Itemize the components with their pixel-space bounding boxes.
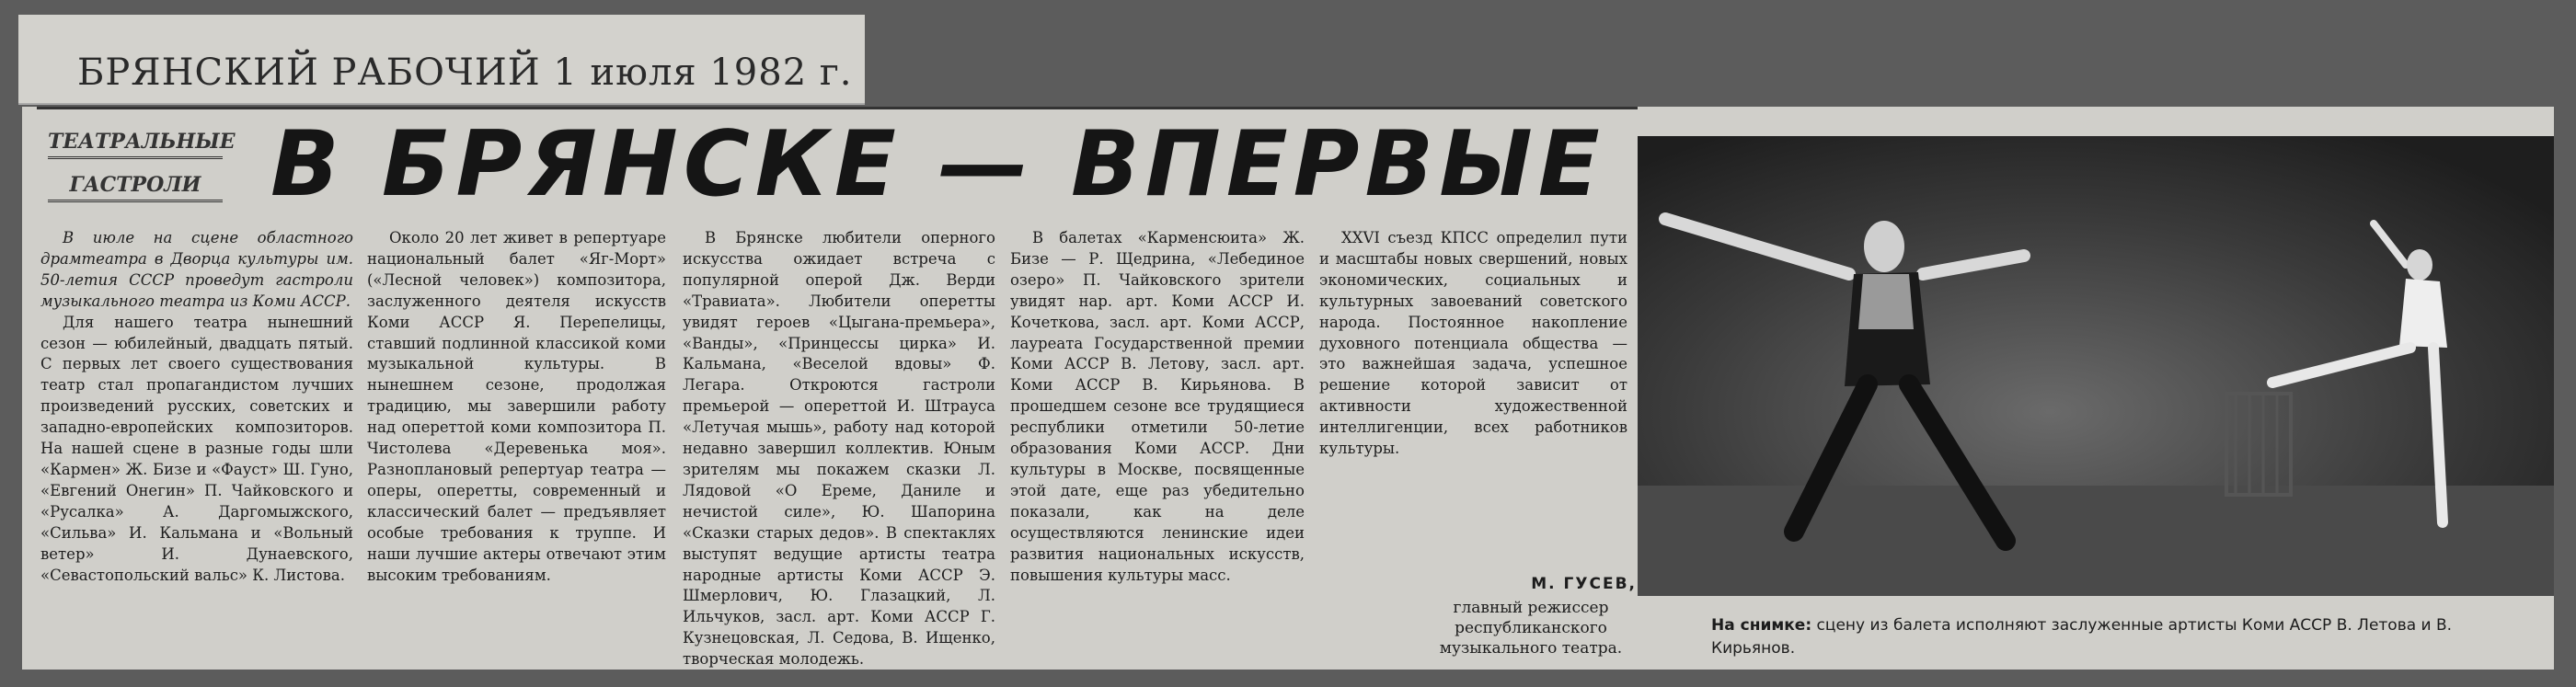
newspaper-clipping bbox=[22, 107, 2554, 670]
author-role-3: музыкального театра. bbox=[1439, 639, 1623, 658]
headline: В БРЯНСКЕ — ВПЕРВЫЕ bbox=[270, 112, 1605, 217]
article-paragraph: Около 20 лет живет в репертуаре национальный балет «Яг-Морт» («Лесной человек») композитора, заслуженного деятеля искусств Коми АССР Я. Перепелицы, ставший подлинной классикой коми музыкальной культуры. В нынешнем сезоне, продолжая традицию, мы завершили работу над опереттой коми композитора П. Чистолева «Деревенька моя». Разноплановый репертуар театра — оперы, оперетты, современный и классический балет — предъявляет особые требования к труппе. И наши лучшие актеры отвечают этим высоким требованиям. bbox=[367, 229, 666, 584]
ballet-photo-image bbox=[1638, 136, 2554, 596]
article-paragraph: В балетах «Карменсюита» Ж. Бизе — Р. Щедрина, «Лебединое озеро» П. Чайковского зрители увидят нар. арт. Коми АССР И. Кочеткова, засл. арт. Коми АССР, лауреата Государственной премии Коми АССР В. Летову, засл. арт. Коми АССР В. Кирьянова. В прошедшем сезоне все трудящиеся республики отметили 50-летие образования Коми АССР. Дни культуры в Москве, посвященные этой дате, еще раз убедительно показали, как на деле осуществляются ленинские идеи развития национальных искусств, повышения культуры масс. bbox=[1010, 229, 1305, 584]
article-paragraph: Для нашего театра нынешний сезон — юбилейный, двадцать пятый. С первых лет своего существования театр стал пропагандистом лучших произведений русских, советских и западно-европейских композиторов. На нашей сцене в разные годы шли «Кармен» Ж. Бизе и «Фауст» Ш. Гуно, «Евгений Онегин» П. Чайковского и «Русалка» А. Даргомыжского, «Сильва» И. Кальмана и «Вольный ветер» И. Дунаевского, «Севастопольский вальс» К. Листова. bbox=[40, 313, 353, 584]
article-column-3 bbox=[683, 228, 995, 669]
author-name: М. ГУСЕВ, bbox=[1531, 575, 1637, 593]
masthead: БРЯНСКИЙ РАБОЧИЙ 1 июля 1982 г. bbox=[77, 52, 853, 94]
author-role-2: республиканского bbox=[1455, 619, 1607, 637]
article-paragraph: XXVI съезд КПСС определил пути и масштабы новых свершений, новых экономических, социальных и культурных завоеваний советского народа. Постоянное накопление духовного потенциала общества — это важнейшая задача, успешное решение которой зависит от активности художественной интеллигенции, всех работников культуры. bbox=[1319, 229, 1627, 458]
photo-caption bbox=[1711, 614, 2539, 660]
ballet-photo bbox=[1638, 136, 2554, 596]
rubric bbox=[48, 127, 236, 202]
author-signature bbox=[1425, 574, 1637, 658]
rubric-line-1: ТЕАТРАЛЬНЫЕ bbox=[48, 127, 223, 159]
article-paragraph: В Брянске любители оперного искусства ожидает встреча с популярной оперой Дж. Верди «Травиата». Любители оперетты увидят героев «Цыгана-премьера», «Ванды», «Принцессы цирка» И. Кальмана, «Веселой вдовы» Ф. Легара. Откроются гастроли премьерой — опереттой И. Штрауса «Летучая мышь», работу над которой недавно завершил коллектив. Юным зрителям мы покажем сказки Л. Лядовой «О Ереме, Даниле и нечистой силе», Ю. Шапорина «Сказки старых дедов». В спектаклях выступят ведущие артисты театра народные артисты Коми АССР Э. Шмерлович, Ю. Глазацкий, Л. Ильчуков, засл. арт. Коми АССР Г. Кузнецовская, Л. Седова, В. Ищенко, творческая молодежь. bbox=[683, 229, 995, 669]
caption-label: На снимке: bbox=[1711, 616, 1812, 635]
article-column-2 bbox=[367, 228, 666, 647]
article-lead: В июле на сцене областного драмтеатра в Дворца культуры им. 50-летия СССР проведут гастроли музыкального театра из Коми АССР. bbox=[40, 229, 353, 310]
top-rule bbox=[37, 107, 1638, 109]
author-role-1: главный режиссер bbox=[1453, 599, 1609, 617]
article-column-4 bbox=[1010, 228, 1305, 647]
masthead-strip bbox=[18, 15, 865, 105]
article-column-5 bbox=[1319, 228, 1627, 568]
caption-text: сцену из балета исполняют заслуженные артисты Коми АССР В. Летова и В. Кирьянов. bbox=[1711, 616, 2453, 658]
rubric-line-2: ГАСТРОЛИ bbox=[48, 170, 223, 202]
article-column-1 bbox=[40, 228, 353, 647]
